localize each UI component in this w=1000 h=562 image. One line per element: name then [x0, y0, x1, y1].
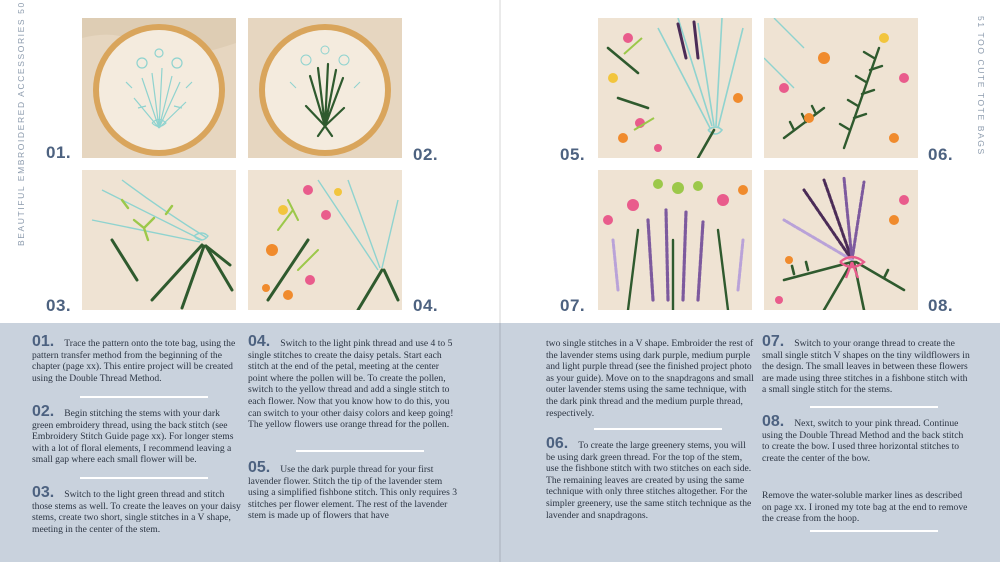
instruction-04-text: Switch to the light pink thread and use 4 to 5 single stitches to create the daisy petals. Start each stitch at the end of the petal, meeting at the center point where the pollen will be. To create the pollen, switch to the yellow thread and add a single stitch to each flower. Now that you know how to do this, you can switch to your other daisy colors and keep going! The yellow flowers use orange thread for the pollen. [248, 338, 454, 431]
instruction-05-continued [546, 338, 756, 419]
instruction-06 [546, 435, 756, 521]
book-gutter [499, 0, 501, 562]
photo-label-08: 08. [928, 296, 954, 315]
instruction-03 [32, 484, 242, 535]
instruction-01 [32, 333, 242, 384]
instruction-08-text: Next, switch to your pink thread. Continue using the Double Thread Method and the back stitch to create the bow. I used three horizontal stitches to create the center of the bow. [762, 418, 964, 464]
instruction-08-continued [762, 490, 972, 525]
photo-label-02: 02. [413, 145, 439, 164]
running-head-right: 51 TOO CUTE TOTE BAGS [976, 16, 986, 156]
photo-label-01: 01. [46, 143, 72, 162]
instruction-08-continued-text: Remove the water-soluble marker lines as described on page xx. I ironed my tote bag at the end to remove the crease from the hoop. [762, 490, 968, 525]
instruction-03-number: 03. [32, 484, 55, 501]
instruction-08 [762, 413, 972, 464]
instruction-02 [32, 403, 242, 466]
instruction-02-number: 02. [32, 403, 55, 420]
photo-label-05: 05. [560, 145, 586, 164]
instruction-07 [762, 333, 972, 396]
photo-step-05 [598, 18, 752, 158]
divider-rule [80, 477, 208, 479]
photo-08-illustration [764, 170, 918, 310]
instruction-02-text: Begin stitching the stems with your dark green embroidery thread, using the back stitch (see Embroidery Stitch Guide page xx). For longer stems with a lot of floral elements, I recommend leaving a small gap where each small flower will be. [32, 408, 234, 466]
photo-04-illustration [248, 170, 402, 310]
photo-01-illustration [82, 18, 236, 158]
instruction-01-text: Trace the pattern onto the tote bag, using the pattern transfer method from the beginning of the chapter (page xx). This entire project will be created using the Double Thread Method. [32, 338, 236, 384]
photo-05-illustration [598, 18, 752, 158]
running-head-left: BEAUTIFUL EMBROIDERED ACCESSORIES 50 [16, 1, 26, 246]
photo-step-03 [82, 170, 236, 310]
instruction-06-text: To create the large greenery stems, you will be using dark green thread. For the top of the stem, use the fishbone stitch with two stitches on each side. The remaining leaves are created by using the same technique with only three stitches altogether. For the simpler greenery, use the same stitch technique as the lavender and snapdragons. [546, 440, 752, 521]
instruction-04-number: 04. [248, 333, 271, 350]
photo-step-04 [248, 170, 402, 310]
photo-03-illustration [82, 170, 236, 310]
instruction-07-text: Switch to your orange thread to create the small single stitch V shapes on the tiny wildflowers in the design. The small leaves in between these flowers are made using three stitches in a fishbone stitch with a small single stitch for the stems. [762, 338, 970, 396]
instruction-03-text: Switch to the light green thread and stitch those stems as well. To create the leaves on your daisy stems, create two short, single stitches in a V shape, meeting in the center of the stem. [32, 489, 241, 535]
photo-step-07 [598, 170, 752, 310]
photo-step-02 [248, 18, 402, 158]
photo-label-04: 04. [413, 296, 439, 315]
instruction-05 [248, 459, 458, 522]
instruction-05-continued-text: two single stitches in a V shape. Embroider the rest of the lavender stems using dark purple, medium purple and light purple thread (see the finished project photo as your guide). Move on to the snapdragons and small outer lavender stems using the same technique, with the dark pink thread and the medium purple thread, respectively. [546, 338, 754, 419]
instruction-01-number: 01. [32, 333, 55, 350]
instruction-07-number: 07. [762, 333, 785, 350]
divider-rule [80, 396, 208, 398]
instruction-06-number: 06. [546, 435, 569, 452]
instruction-04 [248, 333, 458, 431]
photo-02-illustration [248, 18, 402, 158]
photo-step-06 [764, 18, 918, 158]
divider-rule [594, 428, 722, 430]
photo-label-06: 06. [928, 145, 954, 164]
divider-rule [810, 406, 938, 408]
instruction-08-number: 08. [762, 413, 785, 430]
divider-rule [296, 450, 424, 452]
photo-step-08 [764, 170, 918, 310]
photo-step-01 [82, 18, 236, 158]
photo-label-07: 07. [560, 296, 586, 315]
instruction-05-text: Use the dark purple thread for your first lavender flower. Stitch the tip of the lavender stem using a simplified fishbone stitch. This only requires 3 stitches per flower element. The rest of the lavender stem is made up of flowers that have [248, 464, 457, 522]
instruction-05-number: 05. [248, 459, 271, 476]
photo-07-illustration [598, 170, 752, 310]
photo-label-03: 03. [46, 296, 72, 315]
photo-06-illustration [764, 18, 918, 158]
divider-rule [810, 530, 938, 532]
